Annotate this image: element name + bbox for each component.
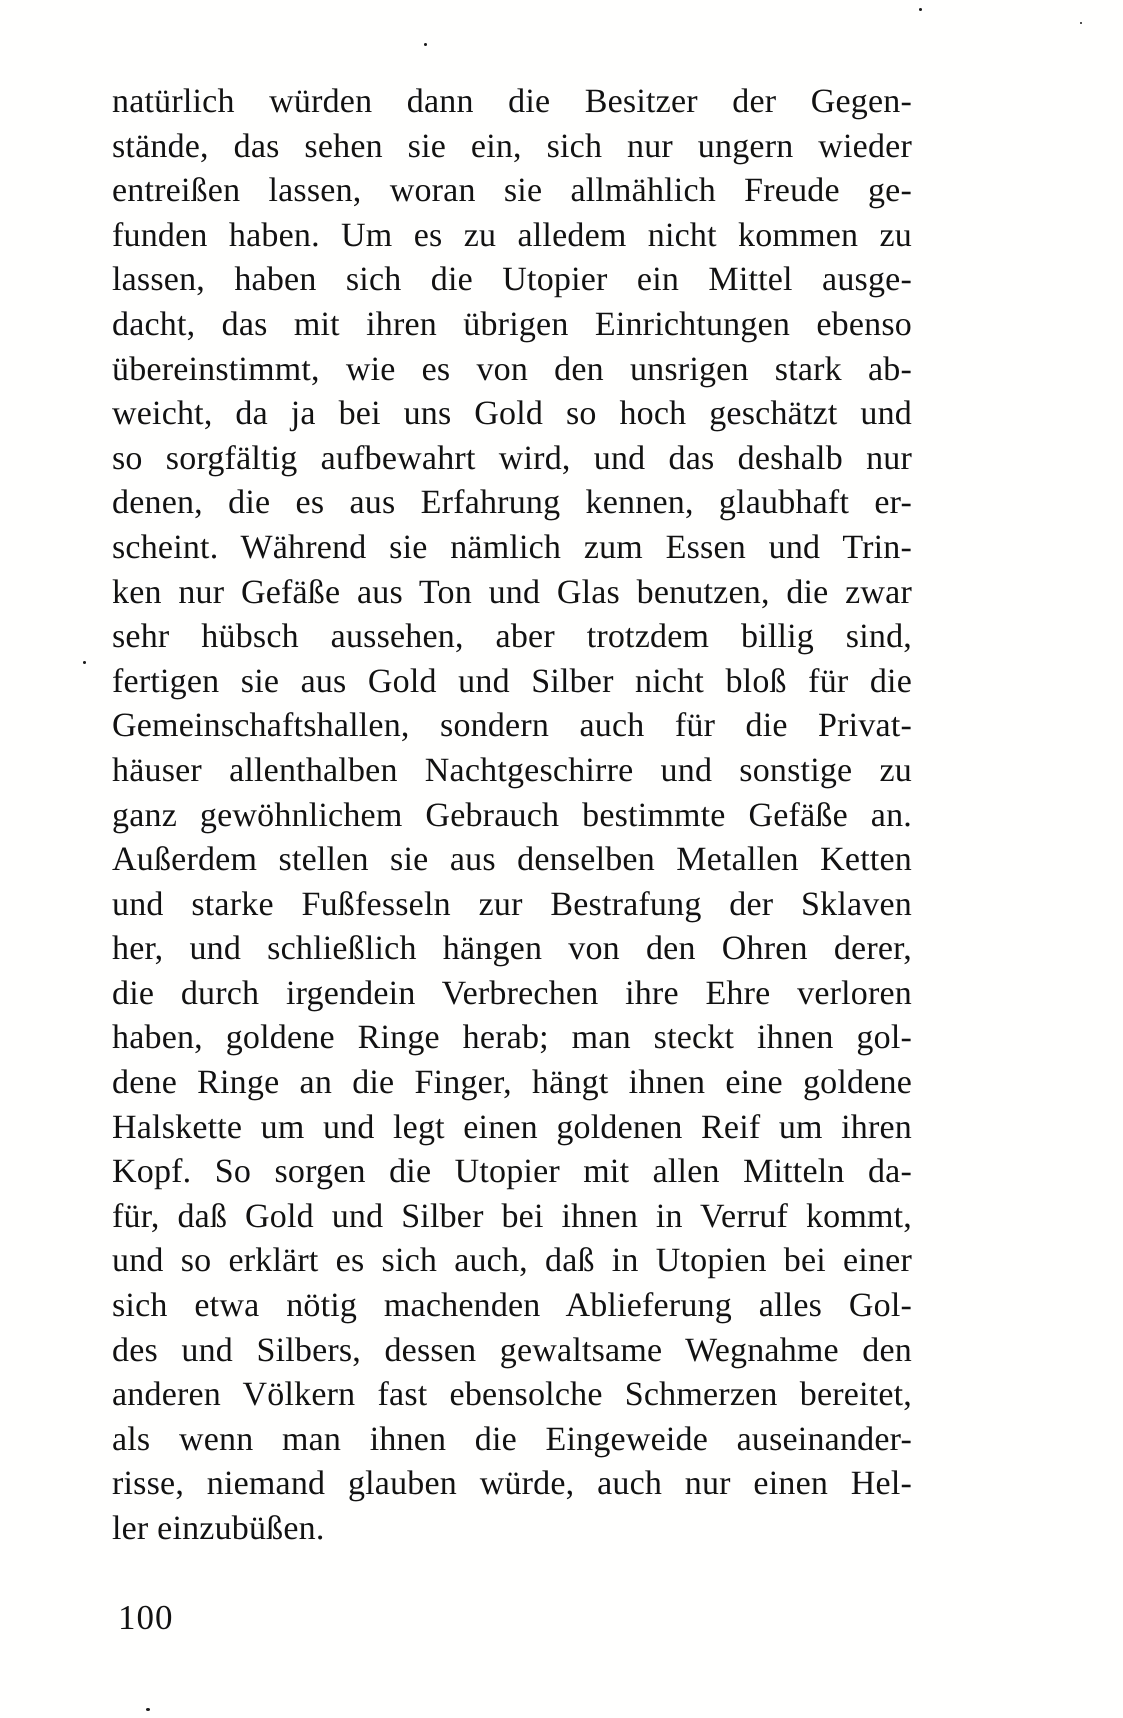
text-line: des und Silbers, dessen gewaltsame Wegnahme den bbox=[112, 1331, 912, 1369]
body-text bbox=[112, 80, 912, 1552]
text-line: dene Ringe an die Finger, hängt ihnen eine goldene bbox=[112, 1064, 912, 1102]
page-number: 100 bbox=[118, 1598, 174, 1637]
text-line: übereinstimmt, wie es von den unsrigen stark ab- bbox=[112, 350, 912, 388]
text-line: die durch irgendein Verbrechen ihre Ehre verloren bbox=[112, 974, 912, 1012]
text-line: dacht, das mit ihren übrigen Einrichtungen ebenso bbox=[112, 305, 912, 343]
text-line: als wenn man ihnen die Eingeweide auseinander- bbox=[112, 1420, 912, 1458]
text-line: scheint. Während sie nämlich zum Essen und Trin- bbox=[112, 528, 912, 566]
text-line: weicht, da ja bei uns Gold so hoch geschätzt und bbox=[112, 395, 912, 433]
text-line: anderen Völkern fast ebensolche Schmerzen bereitet, bbox=[112, 1376, 912, 1414]
text-line: und starke Fußfesseln zur Bestrafung der Sklaven bbox=[112, 885, 912, 923]
scan-speck-artifact bbox=[1080, 22, 1082, 24]
text-line: Kopf. So sorgen die Utopier mit allen Mitteln da- bbox=[112, 1153, 912, 1191]
text-line: ler einzubüßen. bbox=[112, 1510, 325, 1547]
text-line: für, daß Gold und Silber bei ihnen in Verruf kommt, bbox=[112, 1197, 912, 1235]
text-line: fertigen sie aus Gold und Silber nicht bloß für die bbox=[112, 662, 912, 700]
text-line: und so erklärt es sich auch, daß in Utopien bei einer bbox=[112, 1242, 912, 1280]
scan-speck-artifact bbox=[83, 661, 86, 664]
text-line: sehr hübsch aussehen, aber trotzdem billig sind, bbox=[112, 618, 912, 656]
scan-speck-artifact bbox=[146, 1708, 150, 1711]
text-line: natürlich würden dann die Besitzer der Gegen- bbox=[112, 83, 912, 120]
text-line: Außerdem stellen sie aus denselben Metallen Ketten bbox=[112, 841, 912, 879]
text-line: risse, niemand glauben würde, auch nur einen Hel- bbox=[112, 1465, 912, 1503]
text-line: so sorgfältig aufbewahrt wird, und das deshalb nur bbox=[112, 439, 912, 477]
text-line: sich etwa nötig machenden Ablieferung alles Gol- bbox=[112, 1287, 912, 1325]
text-line: haben, goldene Ringe herab; man steckt ihnen gol- bbox=[112, 1019, 912, 1057]
scan-speck-artifact bbox=[424, 43, 427, 46]
text-line: häuser allenthalben Nachtgeschirre und sonstige zu bbox=[112, 751, 912, 789]
scan-speck-artifact bbox=[919, 8, 922, 11]
text-line: entreißen lassen, woran sie allmählich Freude ge- bbox=[112, 172, 912, 210]
text-line: ken nur Gefäße aus Ton und Glas benutzen, die zwar bbox=[112, 573, 912, 611]
text-line: Gemeinschaftshallen, sondern auch für die Privat- bbox=[112, 707, 912, 745]
text-line: lassen, haben sich die Utopier ein Mittel ausge- bbox=[112, 261, 912, 299]
text-line: stände, das sehen sie ein, sich nur ungern wieder bbox=[112, 127, 912, 165]
text-line: ganz gewöhnlichem Gebrauch bestimmte Gefäße an. bbox=[112, 796, 912, 834]
text-line: denen, die es aus Erfahrung kennen, glaubhaft er- bbox=[112, 484, 912, 522]
text-line: Halskette um und legt einen goldenen Reif um ihren bbox=[112, 1108, 912, 1146]
text-line: her, und schließlich hängen von den Ohren derer, bbox=[112, 930, 912, 968]
text-line: funden haben. Um es zu alledem nicht kommen zu bbox=[112, 216, 912, 254]
